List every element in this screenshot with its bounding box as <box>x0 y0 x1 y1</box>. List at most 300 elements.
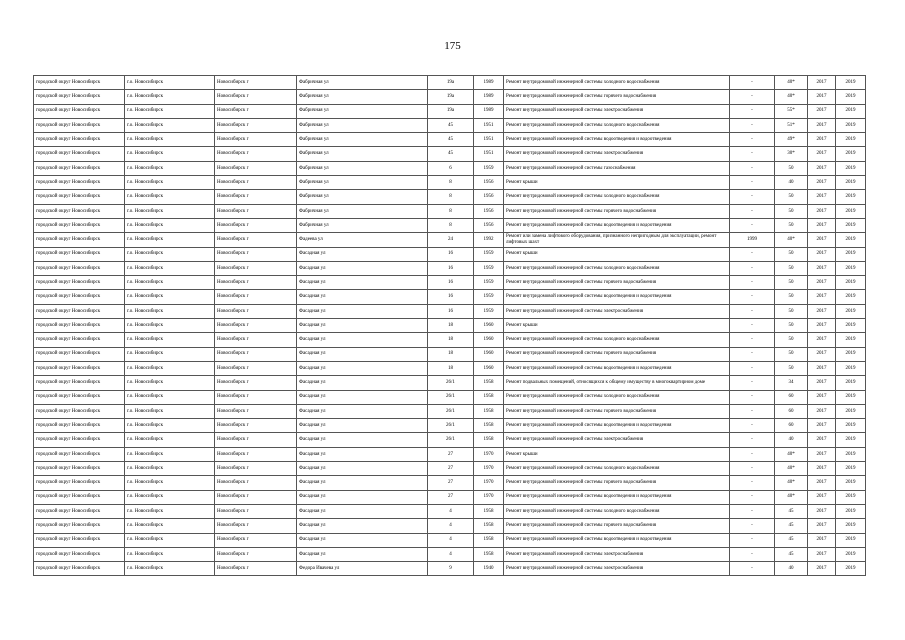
lift-year-cell: - <box>730 419 775 433</box>
lift-year-cell: - <box>730 462 775 476</box>
wear-percent-cell: 50 <box>775 304 808 318</box>
build-year-cell: 1959 <box>474 304 504 318</box>
street-cell: Фабричная ул <box>297 118 428 132</box>
district-cell: г.о. Новосибирск <box>125 419 215 433</box>
lift-year-cell: - <box>730 390 775 404</box>
table-row <box>34 233 866 247</box>
city-cell: Новосибирск г <box>215 204 297 218</box>
street-cell: Фабричная ул <box>297 147 428 161</box>
district-cell: г.о. Новосибирск <box>125 433 215 447</box>
house-number-cell: 8 <box>428 218 474 232</box>
street-cell: Фабричная ул <box>297 218 428 232</box>
house-number-cell: 18 <box>428 347 474 361</box>
lift-year-cell: - <box>730 347 775 361</box>
house-number-cell: 18 <box>428 361 474 375</box>
start-year-cell: 2017 <box>808 519 836 533</box>
start-year-cell: 2017 <box>808 333 836 347</box>
table-row <box>34 319 866 333</box>
table-row <box>34 504 866 518</box>
wear-percent-cell: 40* <box>775 447 808 461</box>
city-cell: Новосибирск г <box>215 390 297 404</box>
table-row <box>34 361 866 375</box>
house-number-cell: 6 <box>428 161 474 175</box>
end-year-cell: 2019 <box>836 519 866 533</box>
start-year-cell: 2017 <box>808 218 836 232</box>
lift-year-cell: - <box>730 404 775 418</box>
end-year-cell: 2019 <box>836 319 866 333</box>
municipality-cell: городской округ Новосибирск <box>34 404 125 418</box>
table-row <box>34 376 866 390</box>
work-type-cell: Ремонт внутридомовой инженерной системы электроснабжения <box>504 304 730 318</box>
start-year-cell: 2017 <box>808 319 836 333</box>
street-cell: Фасадная ул <box>297 404 428 418</box>
end-year-cell: 2019 <box>836 462 866 476</box>
start-year-cell: 2017 <box>808 533 836 547</box>
municipality-cell: городской округ Новосибирск <box>34 476 125 490</box>
start-year-cell: 2017 <box>808 476 836 490</box>
city-cell: Новосибирск г <box>215 290 297 304</box>
table-row <box>34 447 866 461</box>
district-cell: г.о. Новосибирск <box>125 476 215 490</box>
municipality-cell: городской округ Новосибирск <box>34 204 125 218</box>
city-cell: Новосибирск г <box>215 333 297 347</box>
street-cell: Фасадная ул <box>297 261 428 275</box>
municipality-cell: городской округ Новосибирск <box>34 462 125 476</box>
district-cell: г.о. Новосибирск <box>125 404 215 418</box>
street-cell: Фасадная ул <box>297 361 428 375</box>
house-number-cell: 26/1 <box>428 433 474 447</box>
house-number-cell: 26/1 <box>428 419 474 433</box>
build-year-cell: 1956 <box>474 176 504 190</box>
wear-percent-cell: 50 <box>775 218 808 232</box>
table-row <box>34 519 866 533</box>
start-year-cell: 2017 <box>808 419 836 433</box>
lift-year-cell: - <box>730 433 775 447</box>
work-type-cell: Ремонт внутридомовой инженерной системы электроснабжения <box>504 104 730 118</box>
city-cell: Новосибирск г <box>215 547 297 561</box>
table-row <box>34 118 866 132</box>
district-cell: г.о. Новосибирск <box>125 233 215 247</box>
house-number-cell: 27 <box>428 490 474 504</box>
district-cell: г.о. Новосибирск <box>125 104 215 118</box>
wear-percent-cell: 45 <box>775 519 808 533</box>
district-cell: г.о. Новосибирск <box>125 190 215 204</box>
district-cell: г.о. Новосибирск <box>125 218 215 232</box>
municipality-cell: городской округ Новосибирск <box>34 419 125 433</box>
start-year-cell: 2017 <box>808 390 836 404</box>
street-cell: Фабричная ул <box>297 190 428 204</box>
build-year-cell: 1970 <box>474 476 504 490</box>
build-year-cell: 1956 <box>474 204 504 218</box>
municipality-cell: городской округ Новосибирск <box>34 319 125 333</box>
house-number-cell: 45 <box>428 118 474 132</box>
work-type-cell: Ремонт крыши <box>504 247 730 261</box>
district-cell: г.о. Новосибирск <box>125 533 215 547</box>
end-year-cell: 2019 <box>836 490 866 504</box>
municipality-cell: городской округ Новосибирск <box>34 490 125 504</box>
municipality-cell: городской округ Новосибирск <box>34 276 125 290</box>
lift-year-cell: - <box>730 133 775 147</box>
district-cell: г.о. Новосибирск <box>125 361 215 375</box>
city-cell: Новосибирск г <box>215 90 297 104</box>
build-year-cell: 1959 <box>474 290 504 304</box>
lift-year-cell: - <box>730 147 775 161</box>
street-cell: Фабричная ул <box>297 161 428 175</box>
start-year-cell: 2017 <box>808 404 836 418</box>
city-cell: Новосибирск г <box>215 76 297 90</box>
wear-percent-cell: 40 <box>775 562 808 576</box>
work-type-cell: Ремонт внутридомовой инженерной системы горячего водоснабжения <box>504 519 730 533</box>
table-row <box>34 276 866 290</box>
end-year-cell: 2019 <box>836 361 866 375</box>
municipality-cell: городской округ Новосибирск <box>34 247 125 261</box>
start-year-cell: 2017 <box>808 161 836 175</box>
table-row <box>34 161 866 175</box>
build-year-cell: 1958 <box>474 376 504 390</box>
house-number-cell: 16 <box>428 247 474 261</box>
table-body <box>34 76 866 576</box>
lift-year-cell: - <box>730 319 775 333</box>
work-type-cell: Ремонт внутридомовой инженерной системы водоотведения и водоотведения <box>504 133 730 147</box>
lift-year-cell: - <box>730 218 775 232</box>
municipality-cell: городской округ Новосибирск <box>34 290 125 304</box>
build-year-cell: 1958 <box>474 404 504 418</box>
build-year-cell: 1992 <box>474 233 504 247</box>
wear-percent-cell: 45 <box>775 547 808 561</box>
table-row <box>34 261 866 275</box>
lift-year-cell: - <box>730 161 775 175</box>
table-row <box>34 390 866 404</box>
city-cell: Новосибирск г <box>215 376 297 390</box>
end-year-cell: 2019 <box>836 404 866 418</box>
wear-percent-cell: 50 <box>775 190 808 204</box>
lift-year-cell: - <box>730 547 775 561</box>
table-row <box>34 133 866 147</box>
wear-percent-cell: 30* <box>775 147 808 161</box>
end-year-cell: 2019 <box>836 347 866 361</box>
start-year-cell: 2017 <box>808 247 836 261</box>
build-year-cell: 1958 <box>474 390 504 404</box>
city-cell: Новосибирск г <box>215 247 297 261</box>
end-year-cell: 2019 <box>836 333 866 347</box>
wear-percent-cell: 49* <box>775 133 808 147</box>
street-cell: Фабричная ул <box>297 104 428 118</box>
municipality-cell: городской округ Новосибирск <box>34 118 125 132</box>
build-year-cell: 1951 <box>474 118 504 132</box>
start-year-cell: 2017 <box>808 376 836 390</box>
city-cell: Новосибирск г <box>215 347 297 361</box>
work-type-cell: Ремонт или замена лифтового оборудования, признанного непригодным для эксплуатации, ремонт лифтовых шахт <box>504 233 730 247</box>
end-year-cell: 2019 <box>836 447 866 461</box>
house-number-cell: 4 <box>428 504 474 518</box>
municipality-cell: городской округ Новосибирск <box>34 190 125 204</box>
table-row <box>34 347 866 361</box>
city-cell: Новосибирск г <box>215 361 297 375</box>
district-cell: г.о. Новосибирск <box>125 204 215 218</box>
build-year-cell: 1970 <box>474 490 504 504</box>
table-row <box>34 247 866 261</box>
start-year-cell: 2017 <box>808 147 836 161</box>
house-number-cell: 8 <box>428 176 474 190</box>
work-type-cell: Ремонт внутридомовой инженерной системы холодного водоснабжения <box>504 390 730 404</box>
work-type-cell: Ремонт внутридомовой инженерной системы водоотведения и водоотведения <box>504 218 730 232</box>
district-cell: г.о. Новосибирск <box>125 504 215 518</box>
city-cell: Новосибирск г <box>215 233 297 247</box>
end-year-cell: 2019 <box>836 190 866 204</box>
work-type-cell: Ремонт внутридомовой инженерной системы водоотведения и водоотведения <box>504 533 730 547</box>
street-cell: Фасадная ул <box>297 376 428 390</box>
municipality-cell: городской округ Новосибирск <box>34 233 125 247</box>
build-year-cell: 1959 <box>474 261 504 275</box>
build-year-cell: 1960 <box>474 361 504 375</box>
table-row <box>34 562 866 576</box>
end-year-cell: 2019 <box>836 376 866 390</box>
end-year-cell: 2019 <box>836 476 866 490</box>
build-year-cell: 1956 <box>474 190 504 204</box>
work-type-cell: Ремонт внутридомовой инженерной системы электроснабжения <box>504 147 730 161</box>
start-year-cell: 2017 <box>808 361 836 375</box>
municipality-cell: городской округ Новосибирск <box>34 304 125 318</box>
house-number-cell: 27 <box>428 447 474 461</box>
start-year-cell: 2017 <box>808 504 836 518</box>
end-year-cell: 2019 <box>836 433 866 447</box>
house-number-cell: 18 <box>428 319 474 333</box>
city-cell: Новосибирск г <box>215 476 297 490</box>
work-type-cell: Ремонт внутридомовой инженерной системы холодного водоснабжения <box>504 462 730 476</box>
start-year-cell: 2017 <box>808 462 836 476</box>
district-cell: г.о. Новосибирск <box>125 304 215 318</box>
start-year-cell: 2017 <box>808 233 836 247</box>
district-cell: г.о. Новосибирск <box>125 290 215 304</box>
repair-registry-table <box>33 75 866 576</box>
work-type-cell: Ремонт внутридомовой инженерной системы горячего водоснабжения <box>504 347 730 361</box>
wear-percent-cell: 60 <box>775 404 808 418</box>
table-row <box>34 176 866 190</box>
build-year-cell: 1960 <box>474 347 504 361</box>
table-row <box>34 462 866 476</box>
district-cell: г.о. Новосибирск <box>125 390 215 404</box>
street-cell: Фасадная ул <box>297 476 428 490</box>
end-year-cell: 2019 <box>836 390 866 404</box>
street-cell: Фадеева ул <box>297 233 428 247</box>
table-row <box>34 333 866 347</box>
work-type-cell: Ремонт внутридомовой инженерной системы водоотведения и водоотведения <box>504 290 730 304</box>
wear-percent-cell: 50 <box>775 361 808 375</box>
municipality-cell: городской округ Новосибирск <box>34 176 125 190</box>
build-year-cell: 1960 <box>474 333 504 347</box>
end-year-cell: 2019 <box>836 562 866 576</box>
build-year-cell: 1989 <box>474 104 504 118</box>
house-number-cell: 45 <box>428 133 474 147</box>
house-number-cell: 19а <box>428 104 474 118</box>
street-cell: Фасадная ул <box>297 347 428 361</box>
table-row <box>34 490 866 504</box>
municipality-cell: городской округ Новосибирск <box>34 547 125 561</box>
wear-percent-cell: 50 <box>775 204 808 218</box>
city-cell: Новосибирск г <box>215 133 297 147</box>
start-year-cell: 2017 <box>808 447 836 461</box>
build-year-cell: 1958 <box>474 433 504 447</box>
work-type-cell: Ремонт внутридомовой инженерной системы газоснабжения <box>504 161 730 175</box>
wear-percent-cell: 40* <box>775 233 808 247</box>
lift-year-cell: - <box>730 276 775 290</box>
start-year-cell: 2017 <box>808 76 836 90</box>
city-cell: Новосибирск г <box>215 419 297 433</box>
end-year-cell: 2019 <box>836 533 866 547</box>
work-type-cell: Ремонт внутридомовой инженерной системы холодного водоснабжения <box>504 190 730 204</box>
street-cell: Фасадная ул <box>297 504 428 518</box>
build-year-cell: 1958 <box>474 504 504 518</box>
table-row <box>34 204 866 218</box>
district-cell: г.о. Новосибирск <box>125 76 215 90</box>
build-year-cell: 1970 <box>474 462 504 476</box>
house-number-cell: 16 <box>428 261 474 275</box>
district-cell: г.о. Новосибирск <box>125 547 215 561</box>
district-cell: г.о. Новосибирск <box>125 333 215 347</box>
street-cell: Фасадная ул <box>297 333 428 347</box>
wear-percent-cell: 34 <box>775 376 808 390</box>
build-year-cell: 1951 <box>474 147 504 161</box>
lift-year-cell: 1999 <box>730 233 775 247</box>
city-cell: Новосибирск г <box>215 190 297 204</box>
house-number-cell: 27 <box>428 462 474 476</box>
lift-year-cell: - <box>730 176 775 190</box>
work-type-cell: Ремонт крыши <box>504 319 730 333</box>
street-cell: Фабричная ул <box>297 176 428 190</box>
end-year-cell: 2019 <box>836 90 866 104</box>
end-year-cell: 2019 <box>836 133 866 147</box>
house-number-cell: 8 <box>428 190 474 204</box>
wear-percent-cell: 45 <box>775 533 808 547</box>
table-row <box>34 218 866 232</box>
house-number-cell: 26/1 <box>428 390 474 404</box>
build-year-cell: 1951 <box>474 133 504 147</box>
street-cell: Фабричная ул <box>297 90 428 104</box>
district-cell: г.о. Новосибирск <box>125 261 215 275</box>
work-type-cell: Ремонт внутридомовой инженерной системы водоотведения и водоотведения <box>504 419 730 433</box>
lift-year-cell: - <box>730 519 775 533</box>
city-cell: Новосибирск г <box>215 304 297 318</box>
build-year-cell: 1959 <box>474 161 504 175</box>
district-cell: г.о. Новосибирск <box>125 161 215 175</box>
start-year-cell: 2017 <box>808 204 836 218</box>
house-number-cell: 9 <box>428 562 474 576</box>
work-type-cell: Ремонт внутридомовой инженерной системы электроснабжения <box>504 433 730 447</box>
table-row <box>34 547 866 561</box>
work-type-cell: Ремонт внутридомовой инженерной системы холодного водоснабжения <box>504 76 730 90</box>
work-type-cell: Ремонт внутридомовой инженерной системы горячего водоснабжения <box>504 90 730 104</box>
wear-percent-cell: 50 <box>775 261 808 275</box>
work-type-cell: Ремонт внутридомовой инженерной системы холодного водоснабжения <box>504 118 730 132</box>
end-year-cell: 2019 <box>836 218 866 232</box>
municipality-cell: городской округ Новосибирск <box>34 533 125 547</box>
build-year-cell: 1989 <box>474 76 504 90</box>
house-number-cell: 19а <box>428 90 474 104</box>
street-cell: Фасадная ул <box>297 490 428 504</box>
street-cell: Фасадная ул <box>297 533 428 547</box>
wear-percent-cell: 60 <box>775 419 808 433</box>
municipality-cell: городской округ Новосибирск <box>34 76 125 90</box>
street-cell: Фасадная ул <box>297 390 428 404</box>
wear-percent-cell: 40* <box>775 476 808 490</box>
street-cell: Фасадная ул <box>297 247 428 261</box>
end-year-cell: 2019 <box>836 247 866 261</box>
table-row <box>34 476 866 490</box>
city-cell: Новосибирск г <box>215 533 297 547</box>
street-cell: Фасадная ул <box>297 290 428 304</box>
city-cell: Новосибирск г <box>215 147 297 161</box>
municipality-cell: городской округ Новосибирск <box>34 361 125 375</box>
city-cell: Новосибирск г <box>215 519 297 533</box>
house-number-cell: 24 <box>428 233 474 247</box>
street-cell: Федора Ивачева ул <box>297 562 428 576</box>
wear-percent-cell: 50 <box>775 333 808 347</box>
build-year-cell: 1989 <box>474 90 504 104</box>
end-year-cell: 2019 <box>836 547 866 561</box>
wear-percent-cell: 40* <box>775 490 808 504</box>
end-year-cell: 2019 <box>836 504 866 518</box>
house-number-cell: 19а <box>428 76 474 90</box>
wear-percent-cell: 55* <box>775 104 808 118</box>
house-number-cell: 26/1 <box>428 404 474 418</box>
lift-year-cell: - <box>730 490 775 504</box>
table-row <box>34 304 866 318</box>
city-cell: Новосибирск г <box>215 218 297 232</box>
city-cell: Новосибирск г <box>215 562 297 576</box>
build-year-cell: 1956 <box>474 218 504 232</box>
work-type-cell: Ремонт внутридомовой инженерной системы горячего водоснабжения <box>504 204 730 218</box>
start-year-cell: 2017 <box>808 104 836 118</box>
municipality-cell: городской округ Новосибирск <box>34 218 125 232</box>
start-year-cell: 2017 <box>808 90 836 104</box>
table-row <box>34 104 866 118</box>
municipality-cell: городской округ Новосибирск <box>34 133 125 147</box>
build-year-cell: 1940 <box>474 562 504 576</box>
municipality-cell: городской округ Новосибирск <box>34 390 125 404</box>
district-cell: г.о. Новосибирск <box>125 462 215 476</box>
table-row <box>34 147 866 161</box>
lift-year-cell: - <box>730 504 775 518</box>
house-number-cell: 8 <box>428 204 474 218</box>
start-year-cell: 2017 <box>808 190 836 204</box>
city-cell: Новосибирск г <box>215 161 297 175</box>
district-cell: г.о. Новосибирск <box>125 319 215 333</box>
street-cell: Фасадная ул <box>297 547 428 561</box>
city-cell: Новосибирск г <box>215 404 297 418</box>
district-cell: г.о. Новосибирск <box>125 447 215 461</box>
table-row <box>34 404 866 418</box>
house-number-cell: 27 <box>428 476 474 490</box>
street-cell: Фасадная ул <box>297 447 428 461</box>
start-year-cell: 2017 <box>808 433 836 447</box>
end-year-cell: 2019 <box>836 290 866 304</box>
municipality-cell: городской округ Новосибирск <box>34 333 125 347</box>
municipality-cell: городской округ Новосибирск <box>34 261 125 275</box>
lift-year-cell: - <box>730 447 775 461</box>
start-year-cell: 2017 <box>808 261 836 275</box>
municipality-cell: городской округ Новосибирск <box>34 519 125 533</box>
build-year-cell: 1958 <box>474 547 504 561</box>
end-year-cell: 2019 <box>836 204 866 218</box>
build-year-cell: 1970 <box>474 447 504 461</box>
district-cell: г.о. Новосибирск <box>125 562 215 576</box>
lift-year-cell: - <box>730 90 775 104</box>
house-number-cell: 26/1 <box>428 376 474 390</box>
work-type-cell: Ремонт внутридомовой инженерной системы холодного водоснабжения <box>504 261 730 275</box>
city-cell: Новосибирск г <box>215 118 297 132</box>
end-year-cell: 2019 <box>836 261 866 275</box>
lift-year-cell: - <box>730 290 775 304</box>
